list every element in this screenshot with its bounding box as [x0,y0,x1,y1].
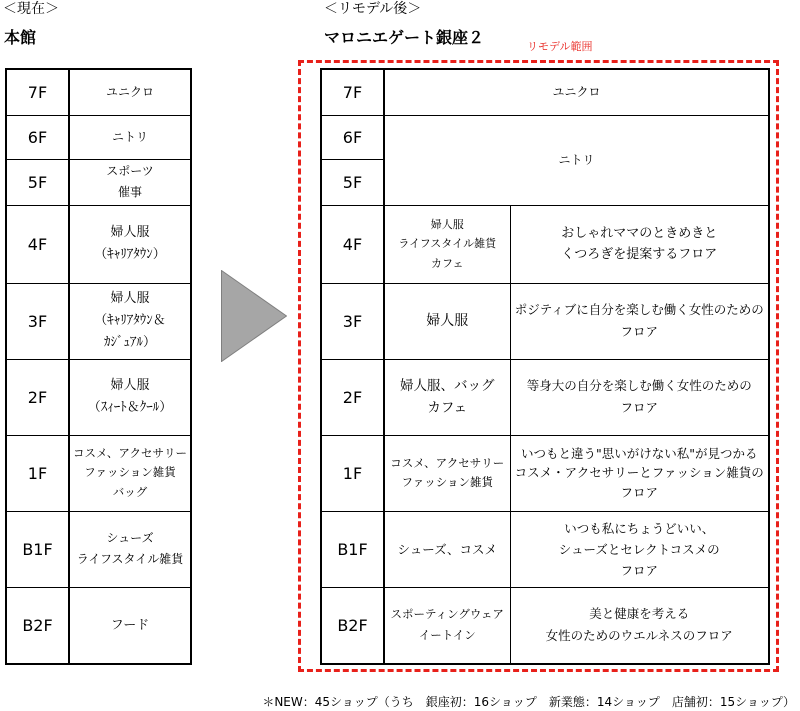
floor-row [6,159,191,205]
floor-row [321,359,769,435]
floor-tenants: 婦人服 （ｽｨｰﾄ＆ｸｰﾙ） [69,359,191,435]
current-floor-table [5,68,192,665]
floor-label: 5F [321,159,384,205]
floor-label: 4F [321,205,384,283]
floor-row [321,283,769,359]
floor-row [321,511,769,587]
floor-row [321,205,769,283]
current-building-title: 本館 [4,28,37,47]
floor-tenants: ニトリ [384,115,769,205]
floor-row [6,115,191,159]
current-section-heading: ＜現在＞ [3,1,59,17]
floor-tenants: ユニクロ [384,69,769,115]
floor-row [6,435,191,511]
floor-row [6,205,191,283]
floor-concept: おしゃれママのときめきと くつろぎを提案するフロア [510,205,769,283]
floor-row [321,435,769,511]
floor-label: B2F [6,587,69,664]
floor-concept: 等身大の自分を楽しむ働く女性のための フロア [510,359,769,435]
floor-row [321,115,769,159]
floor-tenants: コスメ、アクセサリー ファッション雑貨 バッグ [69,435,191,511]
floor-label: 3F [321,283,384,359]
floor-label: 7F [321,69,384,115]
floor-concept: ポジティブに自分を楽しむ働く女性のための フロア [510,283,769,359]
floor-row [6,69,191,115]
floor-label: 7F [6,69,69,115]
remodel-range-label: リモデル範囲 [527,40,593,53]
floor-tenants: シューズ ライフスタイル雑貨 [69,511,191,587]
floor-tenants: 婦人服 ライフスタイル雑貨 カフェ [384,205,510,283]
remodel-floor-table [320,68,770,665]
floor-tenants: シューズ、コスメ [384,511,510,587]
floor-label: 2F [321,359,384,435]
floor-row [6,587,191,664]
floor-row [321,587,769,664]
floor-concept: いつも私にちょうどいい、 シューズとセレクトコスメの フロア [510,511,769,587]
floor-label: 1F [6,435,69,511]
floor-label: 6F [6,115,69,159]
floor-tenants: 婦人服 （ｷｬﾘｱﾀｳﾝ＆ ｶｼﾞｭｱﾙ） [69,283,191,359]
floor-label: 2F [6,359,69,435]
floor-row [6,283,191,359]
floor-row [6,511,191,587]
floor-label: 6F [321,115,384,159]
floor-label: B1F [6,511,69,587]
triangle-right-icon [221,270,287,362]
floor-tenants: 婦人服、バッグ カフェ [384,359,510,435]
floor-label: 3F [6,283,69,359]
floor-tenants: 婦人服 [384,283,510,359]
floor-tenants: スポーティングウェア イートイン [384,587,510,664]
arrow-shape [222,271,287,362]
floor-tenants: ニトリ [69,115,191,159]
new-shops-footnote: ＊NEW：45ショップ（うち 銀座初：16ショップ 新業態：14ショップ 店舗初：15ショップ） [262,695,795,709]
floor-label: 4F [6,205,69,283]
floor-label: 1F [321,435,384,511]
floor-row [6,359,191,435]
floor-tenants: スポーツ 催事 [69,159,191,205]
floor-tenants: コスメ、アクセサリー ファッション雑貨 [384,435,510,511]
floor-label: 5F [6,159,69,205]
floor-concept: 美と健康を考える 女性のためのウエルネスのフロア [510,587,769,664]
floor-label: B1F [321,511,384,587]
remodel-section-heading: ＜リモデル後＞ [324,1,422,17]
remodel-building-title: マロニエゲート銀座２ [324,28,485,47]
floor-label: B2F [321,587,384,664]
floor-tenants: ユニクロ [69,69,191,115]
floor-concept: いつもと違う"思いがけない私"が見つかる コスメ・アクセサリーとファッション雑貨の フロア [510,435,769,511]
floor-row [321,69,769,115]
floor-tenants: 婦人服 （ｷｬﾘｱﾀｳﾝ） [69,205,191,283]
floor-tenants: フード [69,587,191,664]
